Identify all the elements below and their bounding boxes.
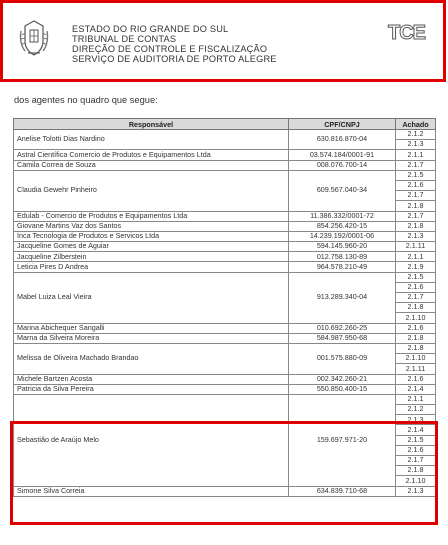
responsible-table — [13, 118, 436, 497]
cpf-cnpj-value: 008.076.700-14 — [289, 160, 396, 170]
responsible-name: Sebastião de Araújo Melo — [14, 394, 289, 486]
tce-logo — [387, 21, 431, 43]
table-body — [14, 130, 436, 497]
header-responsavel: Responsável — [14, 119, 289, 130]
cpf-cnpj-value: 913.289.340-04 — [289, 272, 396, 323]
achado-code: 2.1.3 — [396, 231, 436, 241]
table-row — [14, 221, 436, 231]
achado-code: 2.1.4 — [396, 384, 436, 394]
achado-code: 2.1.6 — [396, 374, 436, 384]
state-crest-icon — [17, 17, 51, 59]
table-row — [14, 272, 436, 282]
achado-code: 2.1.8 — [396, 221, 436, 231]
achado-code: 2.1.8 — [396, 201, 436, 211]
responsible-name: Anelise Tolotti Dias Nardino — [14, 130, 289, 150]
svg-text:TCE: TCE — [388, 22, 425, 43]
achado-code: 2.1.11 — [396, 364, 436, 374]
responsible-name: Astral Científica Comercio de Produtos e Equipamentos Ltda — [14, 150, 289, 160]
cpf-cnpj-value: 854.256.420-15 — [289, 221, 396, 231]
responsible-name: Jacqueline Gomes de Aguiar — [14, 242, 289, 252]
achado-code: 2.1.3 — [396, 415, 436, 425]
achado-code: 2.1.7 — [396, 456, 436, 466]
header-line-court: TRIBUNAL DE CONTAS — [72, 34, 177, 44]
achado-code: 2.1.5 — [396, 272, 436, 282]
cpf-cnpj-value: 14.239.192/0001-06 — [289, 231, 396, 241]
cpf-cnpj-value: 010.692.260-25 — [289, 323, 396, 333]
table-row — [14, 262, 436, 272]
table-row — [14, 130, 436, 140]
responsible-name: Patricia da Silva Pereira — [14, 384, 289, 394]
table-row — [14, 374, 436, 384]
achado-code: 2.1.5 — [396, 170, 436, 180]
responsible-name: Camila Correa de Souza — [14, 160, 289, 170]
responsible-name: Leticia Pires D Andrea — [14, 262, 289, 272]
achado-code: 2.1.4 — [396, 425, 436, 435]
achado-code: 2.1.6 — [396, 323, 436, 333]
achado-code: 2.1.7 — [396, 191, 436, 201]
table-row — [14, 486, 436, 496]
table-row — [14, 211, 436, 221]
header-text — [72, 24, 277, 64]
table-row — [14, 242, 436, 252]
responsible-name: Edulab - Comercio de Produtos e Equipamentos Ltda — [14, 211, 289, 221]
header-cpf-cnpj: CPF/CNPJ — [289, 119, 396, 130]
cpf-cnpj-value: 11.386.332/0001-72 — [289, 211, 396, 221]
achado-code: 2.1.11 — [396, 242, 436, 252]
cpf-cnpj-value: 03.574.184/0001-91 — [289, 150, 396, 160]
table-header-row — [14, 119, 436, 130]
responsible-name: Simone Silva Correia — [14, 486, 289, 496]
table-row — [14, 150, 436, 160]
document-header — [0, 0, 446, 82]
achado-code: 2.1.7 — [396, 211, 436, 221]
cpf-cnpj-value: 550.850.400-15 — [289, 384, 396, 394]
responsible-name: Melissa de Oliveira Machado Brandao — [14, 343, 289, 374]
cpf-cnpj-value: 630.816.870-04 — [289, 130, 396, 150]
responsible-name: Giovane Martins Vaz dos Santos — [14, 221, 289, 231]
table-row — [14, 323, 436, 333]
cpf-cnpj-value: 634.839.710-68 — [289, 486, 396, 496]
responsible-name: Jacqueline Zilberstein — [14, 252, 289, 262]
achado-code: 2.1.8 — [396, 303, 436, 313]
table-row — [14, 394, 436, 404]
achado-code: 2.1.8 — [396, 333, 436, 343]
header-line-direction: DIREÇÃO DE CONTROLE E FISCALIZAÇÃO — [72, 44, 268, 54]
intro-text: dos agentes no quadro que segue: — [14, 95, 158, 105]
achado-code: 2.1.8 — [396, 466, 436, 476]
responsible-name: Marina Abichequer Sangalli — [14, 323, 289, 333]
cpf-cnpj-value: 002.342.260-21 — [289, 374, 396, 384]
achado-code: 2.1.3 — [396, 486, 436, 496]
cpf-cnpj-value: 159.697.971-20 — [289, 394, 396, 486]
table-row — [14, 252, 436, 262]
achado-code: 2.1.10 — [396, 476, 436, 486]
cpf-cnpj-value: 584.987.950-68 — [289, 333, 396, 343]
responsible-name: Michele Bartzen Acosta — [14, 374, 289, 384]
responsible-name: Mabel Luiza Leal Vieira — [14, 272, 289, 323]
achado-code: 2.1.10 — [396, 313, 436, 323]
header-line-state: ESTADO DO RIO GRANDE DO SUL — [72, 24, 229, 34]
achado-code: 2.1.10 — [396, 354, 436, 364]
table-row — [14, 160, 436, 170]
cpf-cnpj-value: 609.567.040-34 — [289, 170, 396, 211]
responsible-name: Marna da Silveira Moreira — [14, 333, 289, 343]
table-row — [14, 343, 436, 353]
achado-code: 2.1.2 — [396, 405, 436, 415]
achado-code: 2.1.6 — [396, 445, 436, 455]
table-row — [14, 231, 436, 241]
achado-code: 2.1.1 — [396, 252, 436, 262]
achado-code: 2.1.7 — [396, 160, 436, 170]
achado-code: 2.1.1 — [396, 150, 436, 160]
header-line-service: SERVIÇO DE AUDITORIA DE PORTO ALEGRE — [72, 54, 277, 64]
achado-code: 2.1.1 — [396, 394, 436, 404]
table-row — [14, 333, 436, 343]
table-row — [14, 384, 436, 394]
responsible-name: Inca Tecnologia de Produtos e Servicos Ltda — [14, 231, 289, 241]
achado-code: 2.1.2 — [396, 130, 436, 140]
achado-code: 2.1.6 — [396, 282, 436, 292]
achado-code: 2.1.7 — [396, 293, 436, 303]
cpf-cnpj-value: 964.578.210-49 — [289, 262, 396, 272]
achado-code: 2.1.3 — [396, 140, 436, 150]
cpf-cnpj-value: 001.575.880-09 — [289, 343, 396, 374]
achado-code: 2.1.8 — [396, 343, 436, 353]
table-row — [14, 170, 436, 180]
achado-code: 2.1.5 — [396, 435, 436, 445]
responsible-name: Claudia Gewehr Pinheiro — [14, 170, 289, 211]
header-achado: Achado — [396, 119, 436, 130]
achado-code: 2.1.9 — [396, 262, 436, 272]
cpf-cnpj-value: 594.145.960-20 — [289, 242, 396, 252]
achado-code: 2.1.6 — [396, 180, 436, 190]
cpf-cnpj-value: 012.758.130-89 — [289, 252, 396, 262]
